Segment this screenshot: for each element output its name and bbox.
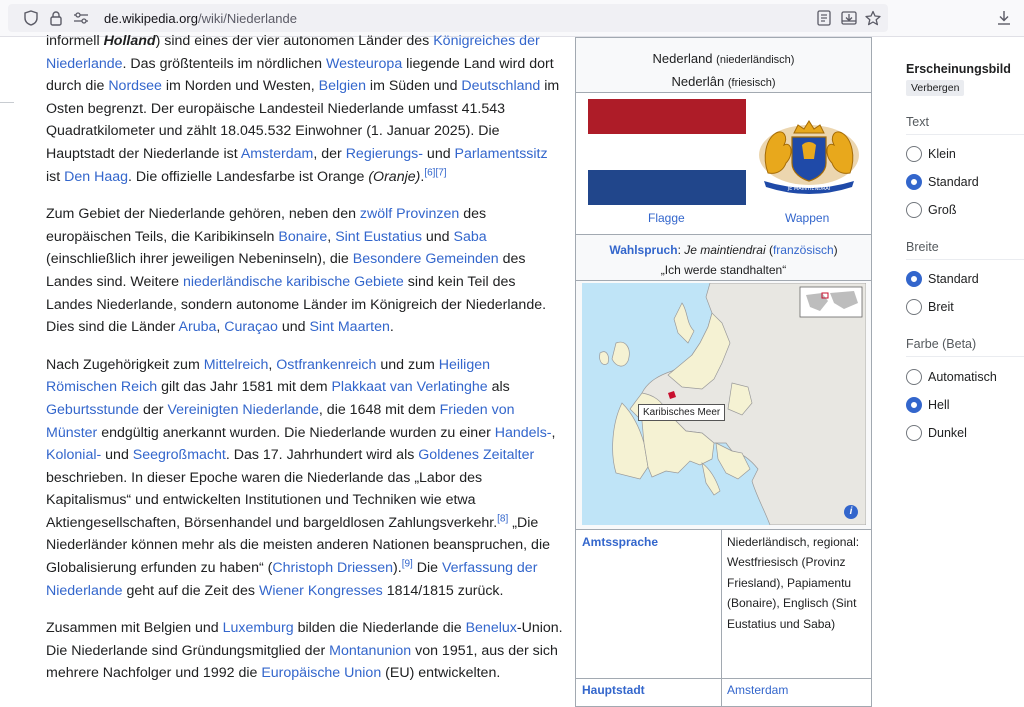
text-run: im Osten begrenzt. Der europäische Landesteil Niederlande umfasst 41.543 Quadratkilometer und zählt 18.045.532 Einwohner (1. Januar 2025). Die Hauptstadt der Niederlande ist bbox=[46, 78, 560, 162]
text-run: Holland bbox=[103, 33, 156, 49]
infobox-name-nl: Nederland bbox=[652, 51, 713, 66]
infobox-column-divider bbox=[721, 530, 722, 678]
radio-option-groß[interactable] bbox=[906, 202, 956, 218]
article-link[interactable]: Sint Eustatius bbox=[727, 596, 857, 631]
motto-translation: „Ich werde standhalten“ bbox=[660, 263, 787, 277]
capital-value[interactable]: Amsterdam bbox=[727, 683, 789, 697]
radio-option-standard[interactable] bbox=[906, 174, 979, 190]
infobox-symbols bbox=[576, 93, 871, 234]
text-run: 1814/1815 zurück. bbox=[382, 582, 504, 599]
article-paragraph-4 bbox=[46, 617, 564, 685]
text-run: ). bbox=[393, 560, 402, 577]
article-link[interactable]: Geburtsstunde bbox=[46, 401, 140, 418]
radio-selected-icon[interactable] bbox=[906, 397, 922, 413]
article-link[interactable]: Heiligen Römischen Reich bbox=[46, 356, 490, 396]
shield-icon[interactable] bbox=[21, 8, 41, 28]
text-run: des Landes sind. Weitere bbox=[46, 251, 526, 290]
article-link[interactable]: Englisch bbox=[783, 596, 829, 611]
motto-colon: : bbox=[677, 243, 681, 257]
text-run: und bbox=[422, 145, 455, 162]
text-run: (EU) entwickelten. bbox=[381, 665, 501, 682]
article-link[interactable]: Sint Eustatius bbox=[335, 228, 422, 245]
article-link[interactable]: Amsterdam bbox=[240, 145, 314, 162]
article-paragraph-1 bbox=[46, 30, 564, 188]
text-run: Die bbox=[412, 560, 442, 577]
text-run: , bbox=[268, 356, 277, 373]
text-run: und bbox=[776, 616, 804, 631]
flag-link[interactable]: Flagge bbox=[648, 211, 685, 225]
article-link[interactable]: Saba bbox=[453, 228, 487, 245]
text-run: liegende Land wird dort durch die bbox=[46, 55, 554, 95]
text-run: und bbox=[421, 228, 454, 245]
text-run: und bbox=[101, 447, 133, 464]
text-run: -Union. Die Niederlande sind Gründungsmitglied der bbox=[46, 620, 563, 659]
official-language-value bbox=[727, 532, 867, 634]
coat-of-arms-image[interactable] bbox=[754, 111, 864, 195]
capital-label[interactable]: Hauptstadt bbox=[582, 683, 645, 697]
infobox-name-fy: Nederlân bbox=[671, 74, 725, 89]
footnote bbox=[424, 167, 435, 178]
radio-unselected-icon[interactable] bbox=[906, 202, 922, 218]
article-link[interactable]: Frieden von Münster bbox=[46, 401, 515, 441]
article-link[interactable]: Benelux bbox=[465, 620, 517, 637]
text-run: ), bbox=[772, 596, 784, 611]
article-link[interactable]: Saba bbox=[803, 616, 832, 631]
url-text[interactable] bbox=[104, 11, 297, 26]
article-link[interactable]: Christoph Driessen bbox=[272, 560, 394, 577]
radio-unselected-icon[interactable] bbox=[906, 146, 922, 162]
text-run: sind kein Teil des Landes Niederlande, sondern autonome Länder im Königreich der Niederlande. Dies sind die Länder bbox=[46, 273, 547, 336]
article-link[interactable]: niederländische karibische Gebiete bbox=[182, 273, 404, 290]
text-run: . bbox=[420, 168, 425, 185]
reader-view-icon[interactable] bbox=[814, 8, 834, 28]
section-divider bbox=[906, 259, 1024, 260]
article-link[interactable]: Regierungs- bbox=[345, 145, 423, 162]
footnote-link[interactable]: [6] bbox=[424, 166, 436, 178]
text-run: gilt das Jahr 1581 mit dem bbox=[157, 379, 332, 396]
infobox-header bbox=[576, 38, 871, 92]
text-run: ), bbox=[776, 575, 788, 590]
article-link[interactable]: Sint Maarten bbox=[309, 319, 390, 336]
article-link[interactable]: Besondere Gemeinden bbox=[352, 251, 499, 268]
article-link[interactable]: Plakkaat van Verlatinghe bbox=[331, 379, 488, 396]
article-link[interactable]: Curaçao bbox=[224, 319, 278, 336]
text-run: bilden die Niederlande die bbox=[293, 620, 466, 637]
text-run: ( bbox=[828, 596, 836, 611]
lock-icon[interactable] bbox=[46, 8, 66, 28]
save-to-pocket-icon[interactable] bbox=[839, 8, 859, 28]
article-paragraph-2 bbox=[46, 203, 564, 339]
motto-row: Wahlspruch: Je maintiendrai (französisch) „Ich werde standhalten“ bbox=[576, 235, 871, 280]
radio-option-standard[interactable] bbox=[906, 271, 979, 287]
text-run: . bbox=[389, 319, 394, 336]
footnote-link[interactable]: [7] bbox=[435, 166, 447, 178]
text-run: und bbox=[277, 319, 310, 336]
article-link[interactable]: Mittelreich bbox=[203, 356, 269, 373]
address-bar[interactable] bbox=[8, 4, 888, 32]
radio-label: Automatisch bbox=[928, 370, 997, 384]
radio-label: Standard bbox=[928, 175, 979, 189]
radio-option-dunkel[interactable] bbox=[906, 425, 967, 441]
article-link[interactable]: Papiamentu bbox=[787, 575, 852, 590]
radio-unselected-icon[interactable] bbox=[906, 425, 922, 441]
infobox-column-divider bbox=[721, 679, 722, 707]
radio-option-automatisch[interactable] bbox=[906, 369, 997, 385]
section-divider bbox=[906, 356, 1024, 357]
infobox-name-fy-note: (friesisch) bbox=[727, 77, 776, 89]
text-run: des europäischen Teils, die Karibikinseln bbox=[46, 206, 487, 245]
text-run: „Die Niederländer können mehr als die meisten anderen Nationen beanspruchen, die Globalisierung erfunden zu haben“ ( bbox=[46, 514, 550, 577]
radio-label: Klein bbox=[928, 147, 956, 161]
text-run: ( bbox=[798, 555, 806, 570]
text-run: geht auf die Zeit des bbox=[122, 582, 259, 599]
article-link[interactable]: Nordsee bbox=[108, 78, 162, 95]
text-run: ) sind eines der vier autonomen Länder des bbox=[155, 33, 434, 49]
width-heading: Breite bbox=[906, 240, 939, 254]
text-run: , die 1648 mit dem bbox=[318, 401, 440, 418]
article-link[interactable]: Montanunion bbox=[329, 642, 412, 659]
infobox-divider bbox=[576, 280, 871, 281]
radio-selected-icon[interactable] bbox=[906, 271, 922, 287]
footnote bbox=[497, 513, 508, 524]
article-link[interactable]: Europäische Union bbox=[261, 665, 382, 682]
article-link[interactable]: Vereinigten Niederlande bbox=[167, 401, 319, 418]
text-run: (Oranje) bbox=[368, 168, 421, 185]
article-link[interactable]: Bonaire bbox=[278, 228, 328, 245]
article-link[interactable]: Aruba bbox=[178, 319, 217, 336]
text-run: der bbox=[139, 401, 168, 418]
color-heading: Farbe (Beta) bbox=[906, 337, 977, 351]
text-run: Zusammen mit Belgien und bbox=[46, 620, 223, 637]
hide-appearance-button[interactable]: Verbergen bbox=[906, 80, 964, 96]
radio-option-breit[interactable] bbox=[906, 299, 954, 315]
text-run: , bbox=[327, 228, 336, 245]
article-link[interactable]: Westeuropa bbox=[325, 55, 403, 72]
radio-unselected-icon[interactable] bbox=[906, 299, 922, 315]
text-run: (einschließlich ihrer jeweiligen Nebeninseln), die bbox=[46, 251, 353, 268]
sidebar-divider bbox=[0, 102, 14, 103]
article-link[interactable]: Den Haag bbox=[64, 168, 129, 185]
article-link[interactable]: Kolonial- bbox=[46, 447, 102, 464]
radio-label: Dunkel bbox=[928, 426, 967, 440]
text-run: , regional: bbox=[806, 535, 860, 549]
article-paragraph-3 bbox=[46, 354, 564, 603]
text-run: von 1951, aus der sich mehrere Nachfolger und 1992 die bbox=[46, 642, 558, 682]
radio-option-hell[interactable] bbox=[906, 397, 950, 413]
text-run: endgültig anerkannt wurden. Die Niederlande wurden zu einer bbox=[97, 424, 495, 441]
download-icon[interactable] bbox=[994, 8, 1014, 28]
article-link[interactable]: Ostfrankenreich bbox=[276, 356, 377, 373]
text-run: , der bbox=[313, 145, 346, 162]
article-link[interactable]: Wiener Kongresses bbox=[258, 582, 383, 599]
article-link[interactable]: Handels- bbox=[494, 424, 552, 441]
text-run: , bbox=[216, 319, 225, 336]
infobox-row-language bbox=[576, 530, 871, 678]
article-link[interactable]: Deutschland bbox=[461, 78, 541, 95]
footnote bbox=[402, 558, 413, 569]
text-run: Zum Gebiet der Niederlande gehören, neben den bbox=[46, 206, 360, 223]
url-path: /wiki/Niederlande bbox=[197, 11, 297, 26]
article-link[interactable]: Niederländisch bbox=[727, 535, 807, 549]
article-link[interactable]: Verfassung der Niederlande bbox=[46, 560, 538, 599]
text-run: Nach Zugehörigkeit zum bbox=[46, 356, 204, 373]
article-link[interactable]: Parlamentssitz bbox=[454, 145, 548, 162]
radio-selected-icon[interactable] bbox=[906, 174, 922, 190]
article-link[interactable]: zwölf Provinzen bbox=[359, 206, 460, 223]
text-run: im Süden und bbox=[365, 78, 462, 95]
footnote-link[interactable]: [8] bbox=[497, 513, 509, 525]
article-link[interactable]: Belgien bbox=[318, 78, 366, 95]
text-run: , bbox=[551, 424, 556, 441]
motto-text: Je maintiendrai bbox=[684, 243, 766, 257]
radio-unselected-icon[interactable] bbox=[906, 369, 922, 385]
text-run: beschrieben. In dieser Epoche waren die Niederlande das „Labor des Kapitalismus“ und entwickelten Institutionen und Techniken wie etwa Aktiengesellschaften, Börsenhandel und bargeldlosen Zahlungsverkehr. bbox=[46, 469, 498, 531]
text-run: im Norden und Westen, bbox=[161, 78, 319, 95]
appearance-title: Erscheinungsbild bbox=[906, 62, 1011, 76]
radio-label: Hell bbox=[928, 398, 950, 412]
text-run: ( bbox=[727, 596, 731, 611]
radio-label: Standard bbox=[928, 272, 979, 286]
motto-language-link[interactable]: französisch bbox=[772, 243, 834, 257]
text-run: informell bbox=[46, 33, 104, 49]
radio-label: Groß bbox=[928, 203, 957, 217]
map-info-icon[interactable]: i bbox=[844, 505, 858, 519]
text-run: . Das 17. Jahrhundert wird als bbox=[225, 447, 419, 464]
article-link[interactable]: Seegroßmacht bbox=[132, 447, 226, 464]
text-run: ) bbox=[831, 616, 836, 631]
article-link[interactable]: Luxemburg bbox=[222, 620, 294, 637]
map-tooltip: Karibisches Meer bbox=[638, 404, 725, 421]
flag-image[interactable] bbox=[588, 99, 746, 205]
infobox-name-nl-note: (niederländisch) bbox=[716, 54, 795, 66]
article-body bbox=[46, 30, 564, 700]
text-size-heading: Text bbox=[906, 115, 929, 129]
bookmark-star-icon[interactable] bbox=[863, 8, 883, 28]
radio-label: Breit bbox=[928, 300, 954, 314]
section-divider bbox=[906, 134, 1024, 135]
coat-motto-ribbon: JE MAINTIENDRAI bbox=[787, 186, 831, 192]
article-link[interactable]: Goldenes Zeitalter bbox=[418, 447, 535, 464]
url-domain: de.wikipedia.org bbox=[104, 11, 198, 26]
text-run: ist bbox=[46, 168, 65, 185]
article-link[interactable]: Königreiches der Niederlande bbox=[46, 33, 540, 72]
text-run: . Das größtenteils im nördlichen bbox=[122, 55, 326, 72]
text-run: und zum bbox=[376, 356, 439, 373]
infobox-row-capital bbox=[576, 679, 871, 707]
footnote-link[interactable]: [9] bbox=[401, 558, 413, 570]
article-link[interactable]: Bonaire bbox=[731, 596, 773, 611]
text-run: als bbox=[487, 379, 510, 396]
motto-label-link[interactable]: Wahlspruch bbox=[609, 243, 678, 257]
location-map[interactable] bbox=[582, 283, 866, 525]
permissions-icon[interactable] bbox=[71, 8, 91, 28]
article-link[interactable]: Provinz Friesland bbox=[727, 555, 846, 590]
infobox bbox=[575, 37, 872, 707]
coat-link[interactable]: Wappen bbox=[785, 211, 830, 225]
official-language-label[interactable]: Amtssprache bbox=[582, 535, 659, 549]
text-run: . Die offizielle Landesfarbe ist Orange bbox=[128, 168, 369, 185]
article-link[interactable]: Westfriesisch bbox=[727, 555, 799, 570]
footnote bbox=[435, 167, 446, 178]
radio-option-klein[interactable] bbox=[906, 146, 956, 162]
